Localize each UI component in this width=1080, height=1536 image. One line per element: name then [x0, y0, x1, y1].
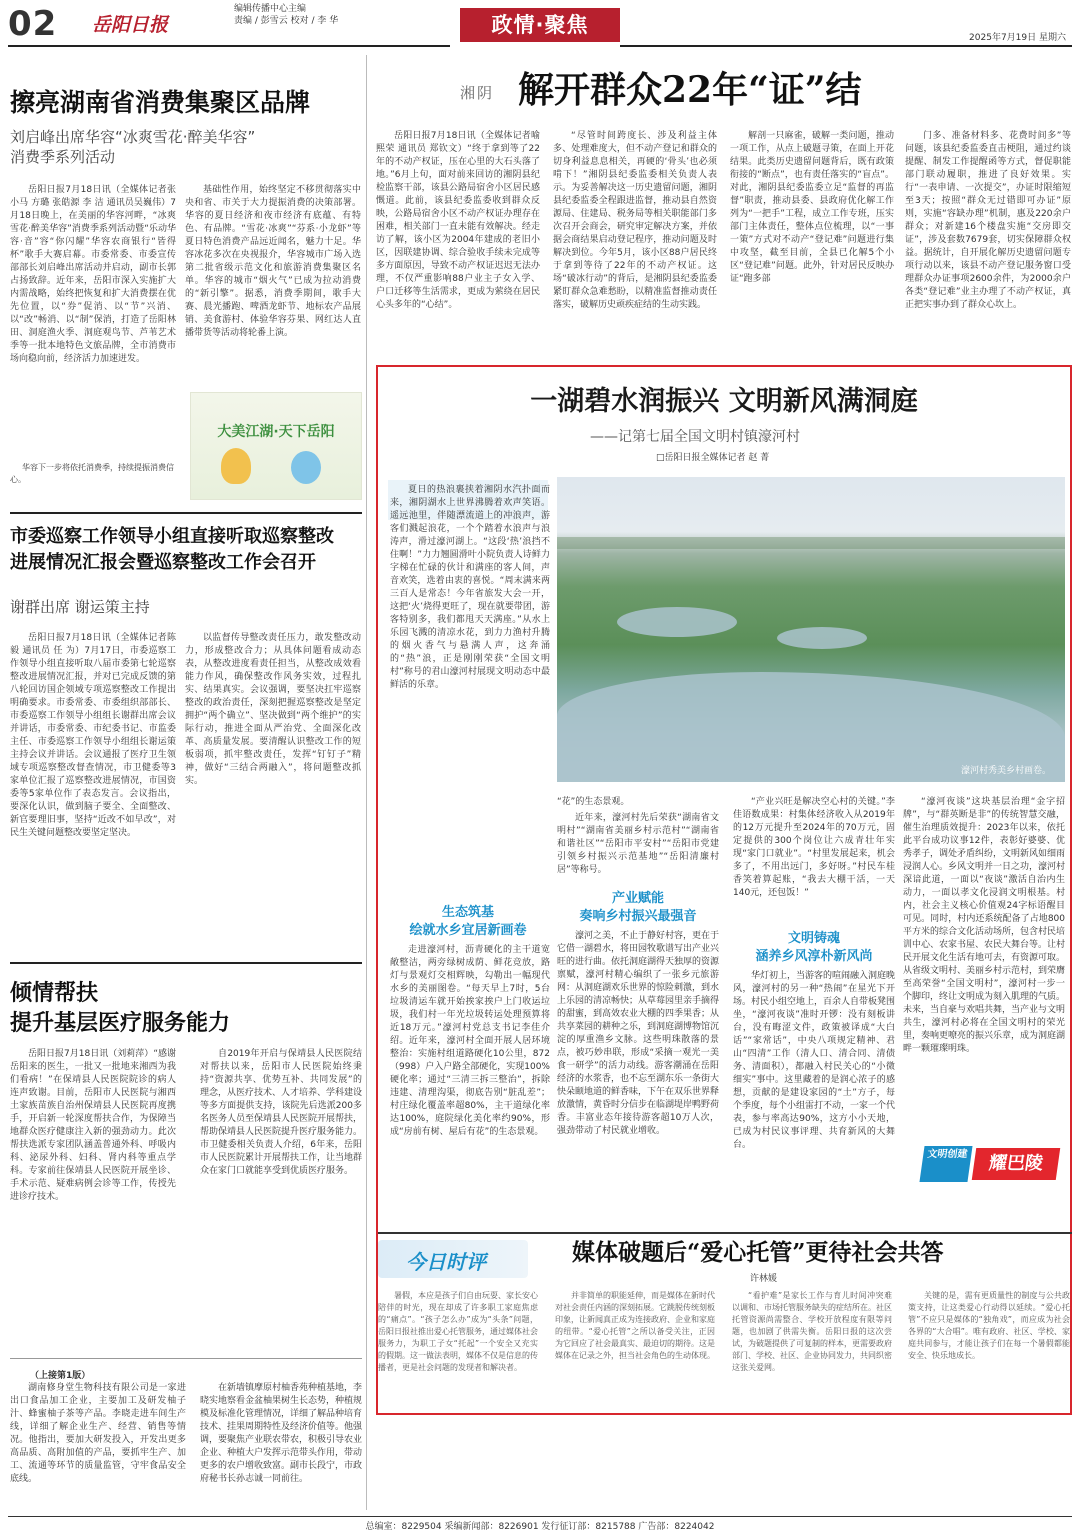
commentary-title: 媒体破题后“爱心托管”更待社会共答	[572, 1239, 944, 1266]
header-rule-right	[620, 45, 1072, 47]
article-a-title: 擦亮湖南省消费集聚区品牌	[10, 88, 311, 117]
feature-heading-3b: 涵养乡风淳朴新风尚	[755, 949, 873, 964]
feature-heading-1	[388, 904, 548, 940]
issue-date: 2025年7月19日 星期六	[969, 33, 1066, 43]
feature-heading-3a: 文明铸魂	[787, 931, 840, 946]
feature-sec-4: “濠河夜谈”这块基层治理“金字招牌”，与“群英断是非”的传统智慧交融，催生治理质效提升：2023年以来，依托此平台成功议事12件，表彰好婆婆、优秀孝子，调处矛盾纠纷，文明新风如细雨浸润人心。乡风文明并一日之功，濠河村深谙此道，一面以“夜谈”激活自治内生动力，一面以孝文化浸润文明根基。村内，社会主义核心价值观24字标语醒目可见。同时，村内还系统配备了占地800平方米的综合文化活动场所，包含村民培训中心、农家书屋、农民大舞台等。让村民开展文化生活有地可去，有资源可取。从省级文明村、美丽乡村示范村，到荣膺至高荣誉“全国文明村”，濠河村一步一个脚印，终让文明成为刻入肌理的气质。未来，当自豪与欢唱共舞，当产业与文明共生，濠河村必将在全国文明村的荣光里，奏响更嘹亮的振兴乐章，成为洞庭湖畔一颗璀璨明珠。	[903, 797, 1065, 1054]
article-e-body-1: 湖南修身堂生物科技有限公司是一家进出口食品加工企业，主要加工及研发柚子汁、蜂蜜柚子茶等产品。李晓走进车间生产线，详细了解企业生产、经营、销售等情况。他指出，要加大研发投入，开发出更多高品质、高附加值的产品，要抓牢生产、加工、流通等环节的质量监管，守牢食品安全底线。	[10, 1383, 186, 1484]
commentary-col-1: 暑假，本应是孩子们自由玩耍、家长安心陪伴的时光，现在却成了许多职工家庭焦虑的“痛点”。“孩子怎么办”成为“头条”问题，岳阳日报社推出爱心托管服务，通过媒体社会服务力，为职工子女“托起”一个安全又充实的假期。这一做法表明，媒体不仅是信息的传播者，更是社会问题的发现者和解决者。	[378, 1291, 538, 1372]
article-b-title	[10, 524, 365, 576]
header-rule-left	[8, 45, 450, 47]
feature-subtitle: ——记第七届全国文明村镇濠河村	[590, 429, 800, 445]
article-d-title: 解开群众22年“证”结	[518, 69, 862, 111]
feature-heading-3	[733, 930, 895, 966]
commentary-col-2: 并非简单的职能延伸，而是媒体在新时代对社会责任内涵的深刻拓展。它跳脱传统刻板印象，让新闻真正成为连接政府、企业和家庭的纽带。“爱心托管”之所以备受关注，正因为它回应了社会最真实、最迫切的期待。这是媒体在记录之外，担当社会角色的生动体现。	[555, 1291, 715, 1360]
newspaper-logo: 岳阳日报	[92, 14, 169, 36]
feature-intro: 夏日的热浪裹挟着湘阴水汽扑面而来，湘阴湖水上世界沸腾着欢声笑语。遥远池里，伴随漂流道上的冲浪声，游客们溅起浪花，一个个踏着水浪声与浪涛声，滑过濠河湖上。“这段‘热’浪挡不住啊！”力力翘圆滑叶小院负责人诗鲜力字梯在忙碌的伙计和满座的客人间，声音欢笑，选着由衷的喜悦。“周末满来两三百人是常态！今年省旅发大会一开，这把‘火’烧得更旺了，现在就要带团，游客特别多，我们都甩天天满座。”从水上乐园飞溅的清凉水花，到力力渔村升腾的烟火香气与悬满人声，这奔涌的“热”浪，正是刚刚荣获“全国文明村”称号的君山濠河村展现文明动态中最鲜活的乐章。	[390, 485, 550, 690]
mascot-shape	[221, 448, 251, 484]
feature-sec-3a: “产业兴旺是解决空心村的关键。”李佳语数成果：村集体经济收入从2019年的12万元提升至2024年的70万元，固定提供的300个岗位让六成青壮年实现“家门口就业”。“村里发展起来，机会多了，不用出远门，多好呀。”村民车桂香笑着算起账，“我去大棚干活，一天140元，还包饭！”	[733, 797, 895, 898]
feature-heading-1b: 绘就水乡宜居新画卷	[409, 923, 527, 938]
feature-sec-2: 濠河之美，不止于静好村容，更在于它借一湖碧水，将田园牧歌谱写出产业兴旺的进行曲。依托洞庭湖得天独厚的资源禀赋，濠河村精心编织了一张乡元旅游网：从洞庭湖欢乐世界的惊险刺激，到水上乐园的清凉畅快；从草莓园里亲手摘得的甜蜜，到高效农业大棚的四季果香；从共享菜园的耕种之乐，到洞庭湖博物馆沉淀的厚重渔乡文脉。这些明珠散落的景点，被巧妙串联，形成“采摘一观光一美食一研学”的活力动线。游客潮涌在岳阳经济的水浆香，也不忘至湖东乐一条街大快朵颐地道的鲜香味，下午在双乐世界释放激情，黄昏时分信步在临湖堤岸鸭野荷香。丰富业态年接待游客超10万人次，强劲带动了村民就业增收。	[557, 931, 719, 1136]
pond-shape	[777, 627, 867, 649]
editor-line-1: 编辑传播中心主编	[234, 4, 307, 14]
feature-heading-2a: 产业赋能	[611, 891, 664, 906]
article-c-title-1: 倾情帮扶	[10, 980, 99, 1006]
treeline-shape	[557, 537, 1065, 549]
article-c-title-2: 提升基层医疗服务能力	[10, 1010, 231, 1036]
feature-sec-1: 走进濠河村，沥青硬化的主干道宽敞整洁，两旁绿树成荫、鲜花竞放，路灯与景观灯交相辉映，勾勒出一幅现代水乡的美丽图卷。“每天早上7时，5台垃圾清运车就开始挨家挨户上门收运垃圾，我们村一年光垃圾转运处理预算将近18万元。”濠河村党总支书记李佳介绍。近年来，濠河村全面开展人居环境整治：实施村组道路硬化10公里，872（998）户入户路全部硬化，实现100%硬化率；通过“三清三拆三整治”，拆除违建、清理沟渠，彻底告别“脏乱差”；村庄绿化覆盖率超80%，主干道绿化率达100%，庭院绿化美化率约90%，形成“房前有树、屋后有花”的生态景观。	[390, 945, 550, 1137]
article-d-col-1: 岳阳日报7月18日讯（全媒体记者喻熙荣 通讯员 郑钦文）“终于拿到等了22年的不动产权证，压在心里的大石头落了地。”6月上旬，面对前来回访的湘阴县纪检监察干部，该县公路局宿舍小区居民感慨道。此前，该县纪委监委收到群众反映，公路局宿舍小区不动产权证办理存在困难，相关部门一直未能有效解决。经走访了解，该小区为2004年建成的老旧小区，因联建协调、综合验收手续未完成等多方面原因，导致不动产权证迟迟无法办理，不仅严重影响88户业主子女入学、户口迁移等生活需求，更成为萦绕在居民心头多年的“心结”。	[376, 131, 540, 310]
article-a-body-2: 基础性作用，始终坚定不移贯彻落实中央和省、市关于大力提振消费的决策部署。华容的夏日经济和夜市经济有底蕴、有特色、有品牌。“雪花·冰爽”“芬系·小龙虾”等夏日特色消费产品远近闻名，魅力十足。华容冰花多次在央视报介，华容城市广场入选第二批省级示范文化和旅游消费集聚区名单。华容的城市“烟火气”已成为拉动消费的“新引擎”。据悉，消费季期间，歌手大赛、晨光播跑、啤酒龙虾节、地标农产品展销、美食游村、体验华容芬果、网红达人直播带货等活动将轮番上演。	[185, 185, 361, 338]
feature-heading-2b: 奏响乡村振兴最强音	[579, 909, 697, 924]
article-b-body-1: 岳阳日报7月18日讯（全媒体记者陈 毅 通讯员 任 为）7月17日，市委巡察工作领导小组直接听取八届市委第七轮巡察整改进展情况汇报，并对已完成反馈的第八轮回访国企领域专项巡察整改工作提出明确要求。市委常委、市委组织部部长、市委巡察工作领导小组组长谢群出席会议并讲话，市委常委、市纪委书记、市监委主任、市委巡察工作领导小组组长谢运策主持会议并讲话。会议通报了医疗卫生领域专项巡察整改督查情况，市卫健委等3家单位汇报了巡察整改进展情况，市国资委等5家单位作了表态发言。会议指出，要深化认识，做到脑子要全、全面整改、新官要理旧事，坚持“近改不如早改”，对民生关键问题整改要坚定坚决。	[10, 633, 176, 838]
event-photo-caption: 大美江湖·天下岳阳	[217, 424, 335, 440]
article-b-rule	[10, 962, 362, 964]
article-a-subtitle	[10, 127, 360, 167]
article-a-body-1: 岳阳日报7月18日讯（全媒体记者张小马 方璐 张皓源 李 洁 通讯员吴巍伟）7月18日晚上，在美丽的华容河畔，“冰爽雪花·醉美华容”消费季系列活动暨“乐动华容·音”容“你闪耀”华容农商银行“皆得杯”歌手大赛启幕。市委常委、市委宣传部部长刘启峰出席活动并启动，副市长郭占扬致辞。近年来，岳阳市深入实施扩大内需战略，始终把恢复和扩大消费摆在优先位置，以“券”促消、以“节”兴消、以“改”畅消、以“制”保消，打造了岳阳林田、洞庭渔火季、洞庭观鸟节、芦苇艺术季等一批本地特色文旅品牌，全市消费市场向稳向前，经济活力加速迸发。	[10, 185, 176, 364]
feature-mid-1: 近年来，濠河村先后荣获“湖南省文明村”“湖南省美丽乡村示范村”“湖南省和谐社区”“岳阳市平安村”“岳阳市党建引领乡村振兴示范基地”“岳阳清廉村居”等称号。	[557, 813, 719, 875]
feature-col-a-top: “花”的生态景观。	[557, 797, 630, 807]
feature-heading-2	[557, 890, 719, 926]
section-banner: 政情·聚焦	[460, 8, 620, 42]
feature-byline: □岳阳日报全媒体记者 赵 菁	[656, 453, 770, 463]
editor-credits	[234, 3, 338, 27]
civilization-badge	[922, 1140, 1062, 1188]
badge-left: 文明创建	[919, 1146, 972, 1182]
article-c-rule	[10, 1358, 362, 1359]
article-d-col-2: “尽管时间跨度长、涉及利益主体多、处理难度大，但不动产登记和群众的切身利益息息相关，再硬的‘骨头’也必须啃下！”湘阴县纪委监委相关负责人表示。为妥善解决这一历史遗留问题，湘阴县纪委监委全程跟进监督，推动县自然资源局、住建局、税务局等相关职能部门多次召开会商会，研究审定解决方案，并依据会商结果启动登记程序，推动问题及时解决到位。今年5月，该小区88户居民终于拿到等待了22年的不动产权证。这场“破冰行动”的背后，是湘阴县纪委监委紧盯群众急难愁盼，以精准监督推动责任落实，破解历史顽疾症结的生动实践。	[553, 131, 717, 310]
article-c-body-2: 自2019年开启与保靖县人民医院结对帮扶以来，岳阳市人民医院始终秉持“资源共享、优势互补、共同发展”的理念，从医疗技术、人才培养、学科建设等多方面提供支持，该院先后选派200多名医务人员至保靖县人民医院开展帮扶，帮助保靖县人民医院提升医疗服务能力。市卫健委相关负责人介绍，6年来，岳阳市人民医院累计开展帮扶工作，让当地群众在家门口就能享受到优质医疗服务。	[200, 1049, 362, 1176]
editor-line-2: 责编 / 彭雪云 校对 / 李 华	[234, 16, 339, 26]
commentary-col-4: 关键的是，需有更质量性的制度与公共政策支持，让这类爱心行动得以延续。“爱心托管”不应只是媒体的“独角戏”，而应成为社会各界的“大合唱”。唯有政府、社区、学校、家庭共同参与，才能让孩子们在每一个暑假都能安全、快乐地成长。	[908, 1291, 1070, 1360]
mascot-shape	[291, 451, 321, 484]
article-a-rule	[10, 512, 362, 514]
article-e-lead: （上接第1版）	[30, 1371, 91, 1381]
article-d-col-4: 门多、准备材料多、花费时间多”等问题，该县纪委监委直击梗阻，通过约谈提醒、制发工作提醒函等方式，督促职能部门联动履职，推进了良好效果。实行“一表申请、一次提交”，办证时限缩短至3天；按照“群众无过错即可办证”原则，实施“容缺办理”机制，惠及220余户群众；对新建16个楼盘实施“交房即交证”，涉及套数7679套，切实保障群众权益。据统计，自开展化解历史遗留问题专项行动以来，该县不动产登记服务窗口受理群众办证事项2600余件，为2000余户各类“登记难”业主办理了不动产权证，真正把实事办到了群众心坎上。	[905, 131, 1071, 310]
footer-rule	[8, 1516, 1072, 1517]
feature-sec-3b: 华灯初上，当游客的喧闹融入洞庭晚风，濠河村的另一种“热闹”在星光下开场。村民小组空地上，百余人自带板凳围坐，“濠河夜谈”准时开锣：没有刻板讲台，没有晦涩文件，政策被译成“大白话”“家常话”，中央八项规定精神、君山“四清”工作（清人口、清合同、清债务、清面积），都融入村民关心的“小微细实”事中。这里藏着的是润心浓子的感想，贡献的是建设家园的“土”方子，每个季度，每个小组雷打不动，一家一个代表，参与率高达90%，这方小小天地，已成为村民议事评理、共育新风的大舞台。	[733, 971, 895, 1150]
article-c-title	[10, 978, 360, 1038]
page-number: 02	[8, 4, 58, 44]
article-a-subtitle-2: 消费季系列活动	[10, 148, 116, 166]
article-b-title-2: 进展情况汇报会暨巡察整改工作会召开	[10, 552, 316, 573]
article-e-body-2: 在新墙镇摩原村柚香苑种植基地，李晓实地察看金盆柚果树生长态势，种植规模及标准化管理情况，详细了解品种培育技术、挂果周期特性及经济价值等。他强调，要聚焦产业联农带农，积极引导农业企业、种植大户发挥示范带头作用，带动更多的农户增收致富。副市长段宁，市政府秘书长孙志诚一同前往。	[200, 1383, 362, 1484]
pond-shape	[617, 607, 737, 637]
feature-title: 一湖碧水润振兴 文明新风满洞庭	[530, 386, 918, 417]
article-c-body-1: 岳阳日报7月18日讯（刘莉萍）“感谢岳阳来的医生，一批又一批地来湘西为我们看病！”在保靖县人民医院院诊的病人连声致谢。目前，岳阳市人民医院与湘西土家族苗族自治州保靖县人民医院再度携手，开启新一轮深度帮扶合作，为保障当地群众医疗健康注入新的强劲动力。此次帮扶选派专家团队涵盖普通外科、呼吸内科、泌尿外科、妇科、肾内科等重点学科。专家前往保靖县人民医院开展坐诊、手术示范、疑难病例会诊等工作，传授先进诊疗技术。	[10, 1049, 176, 1202]
commentary-rule	[378, 1232, 1072, 1234]
village-aerial-photo	[557, 477, 1065, 782]
badge-right: 耀巴陵	[972, 1148, 1060, 1180]
feature-heading-1a: 生态筑基	[441, 905, 494, 920]
footer-contacts: 总编室：8229504 采编新闻部：8226901 发行征订部：8215788 广告部：8224042	[365, 1522, 715, 1532]
commentary-label-box	[378, 1240, 528, 1278]
article-b-subtitle: 谢群出席 谢运策主持	[10, 598, 150, 616]
commentary-col-3: “看护难”是家长工作与育儿时间冲突难以调和、市场托管服务缺失的症结所在。社区托管资源尚需整合、学校开放程度有限等问题，也加剧了供需失衡。岳阳日报的这次尝试，为破题提供了可复制的样本，更需要政府部门、学校、社区、企业协同发力，共同织密这张关爱网。	[732, 1291, 892, 1372]
article-d-prefix: 湘阴	[460, 84, 495, 102]
commentary-author: 许林媛	[750, 1274, 778, 1284]
article-d-col-3: 解剖一只麻雀，破解一类问题，推动一项工作，从点上破题寻策，在面上开花结果。此类历史遗留问题背后，既有政策衔接的“断点”，也有责任落实的“盲点”。对此，湘阴县纪委监委立足“监督的再监督”职责，推动县委、县政府优化解工作列为“一把手”工程，成立工作专班，压实部门主体责任，整体点位梳理，以“一事一策”方式对不动产“登记难”问题进行集中攻坚，截至目前，全县已化解5个小区“登记难”问题。此外，针对居民反映办证“跑多部	[730, 131, 894, 284]
photo-caption: 濠河村秀美乡村画卷。	[960, 766, 1051, 776]
article-a-continue: 华容下一步将依托消费季，持续提振消费信心。	[10, 463, 174, 484]
commentary-label: 今日时评	[406, 1250, 486, 1274]
event-photo	[190, 392, 362, 500]
article-a-subtitle-1: 刘启峰出席华容“冰爽雪花·醉美华容”	[10, 128, 256, 146]
column-divider	[366, 55, 367, 1510]
article-b-body-2: 以监督传导整改责任压力，敢发整改动力，形成整改合力；从具体问题看成动态表，从整改进度看责任担当，从整改成效看能力作风，确保整改作风务实效，过程扎实、结果真实。会议强调，要坚决扛牢巡察整改的政治责任，深刻把握巡察整改是坚定拥护“两个确立”、坚决做到“两个维护”的实际行动，推进全面从严治党、全面深化改革、高质量发展。要清醒认识整改工作的短板弱项，抓牢整改责任，发挥“钉钉子”精神，做好“三结合两融入”，将问题整改抓实。	[185, 633, 361, 786]
article-b-title-1: 市委巡察工作领导小组直接听取巡察整改	[10, 526, 334, 547]
